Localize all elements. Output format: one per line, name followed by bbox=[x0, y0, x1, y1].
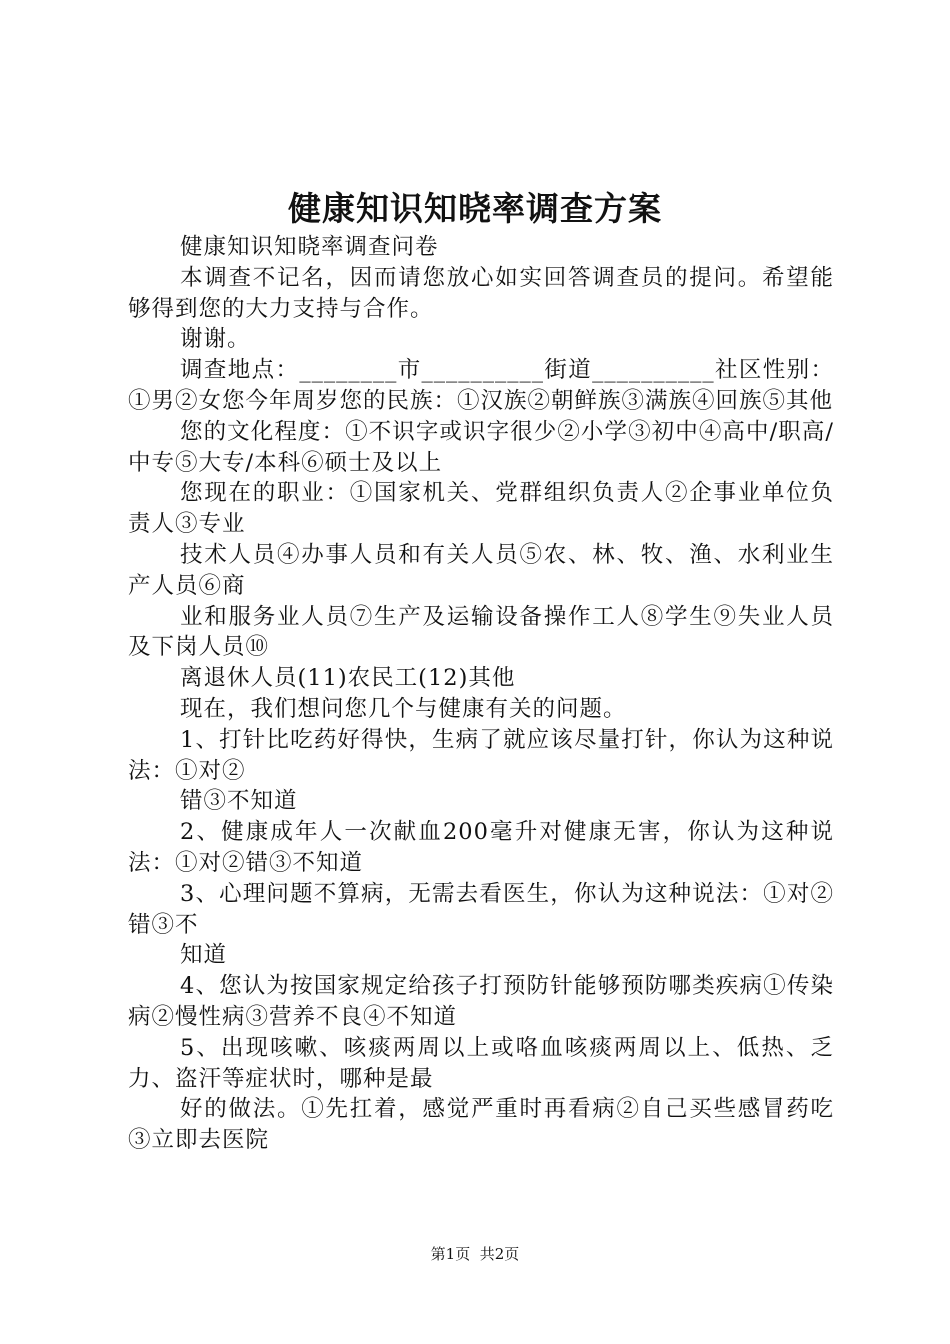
paragraph-question-2: 2、健康成年人一次献血200毫升对健康无害，你认为这种说法：①对②错③不知道 bbox=[128, 819, 834, 876]
paragraph-education: 您的文化程度：①不识字或识字很少②小学③初中④高中/职高/中专⑤大专/本科⑥硕士及以上 bbox=[128, 418, 834, 476]
page-number: 第1页 bbox=[430, 1245, 471, 1263]
page-footer bbox=[0, 1243, 950, 1265]
paragraph-question-5a: 5、出现咳嗽、咳痰两周以上或咯血咳痰两周以上、低热、乏力、盗汗等症状时，哪种是最 bbox=[128, 1034, 834, 1092]
page-total: 共2页 bbox=[479, 1245, 520, 1263]
document-title: 健康知识知晓率调查方案 bbox=[288, 189, 662, 228]
paragraph-location-gender-ethnicity: 调查地点：________市__________街道__________社区性别：①男②女您今年周岁您的民族：①汉族②朝鲜族③满族④回族⑤其他 bbox=[128, 357, 834, 414]
paragraph-question-1b: 错③不知道 bbox=[180, 788, 298, 815]
paragraph-thanks: 谢谢。 bbox=[180, 326, 251, 353]
paragraph-intro: 本调查不记名，因而请您放心如实回答调查员的提问。希望能够得到您的大力支持与合作。 bbox=[128, 264, 834, 322]
paragraph-question-3b: 知道 bbox=[180, 942, 228, 969]
paragraph-occupation-1: 您现在的职业：①国家机关、党群组织负责人②企事业单位负责人③专业 bbox=[128, 480, 834, 538]
paragraph-occupation-4: 离退休人员(11)农民工(12)其他 bbox=[180, 665, 516, 692]
paragraph-question-3a: 3、心理问题不算病，无需去看医生，你认为这种说法：①对②错③不 bbox=[128, 880, 834, 938]
paragraph-question-4: 4、您认为按国家规定给孩子打预防针能够预防哪类疾病①传染病②慢性病③营养不良④不知道 bbox=[128, 973, 834, 1030]
paragraph-question-1a: 1、打针比吃药好得快，生病了就应该尽量打针，你认为这种说法：①对② bbox=[128, 726, 834, 784]
paragraph-survey-heading: 健康知识知晓率调查问卷 bbox=[180, 234, 439, 260]
paragraph-questions-intro: 现在，我们想问您几个与健康有关的问题。 bbox=[180, 695, 627, 722]
paragraph-occupation-3: 业和服务业人员⑦生产及运输设备操作工人⑧学生⑨失业人员及下岗人员⑩ bbox=[128, 603, 834, 661]
paragraph-question-5b: 好的做法。①先扛着，感觉严重时再看病②自己买些感冒药吃③立即去医院 bbox=[128, 1096, 834, 1154]
document-body bbox=[128, 232, 834, 1156]
paragraph-occupation-2: 技术人员④办事人员和有关人员⑤农、林、牧、渔、水利业生产人员⑥商 bbox=[128, 541, 834, 599]
